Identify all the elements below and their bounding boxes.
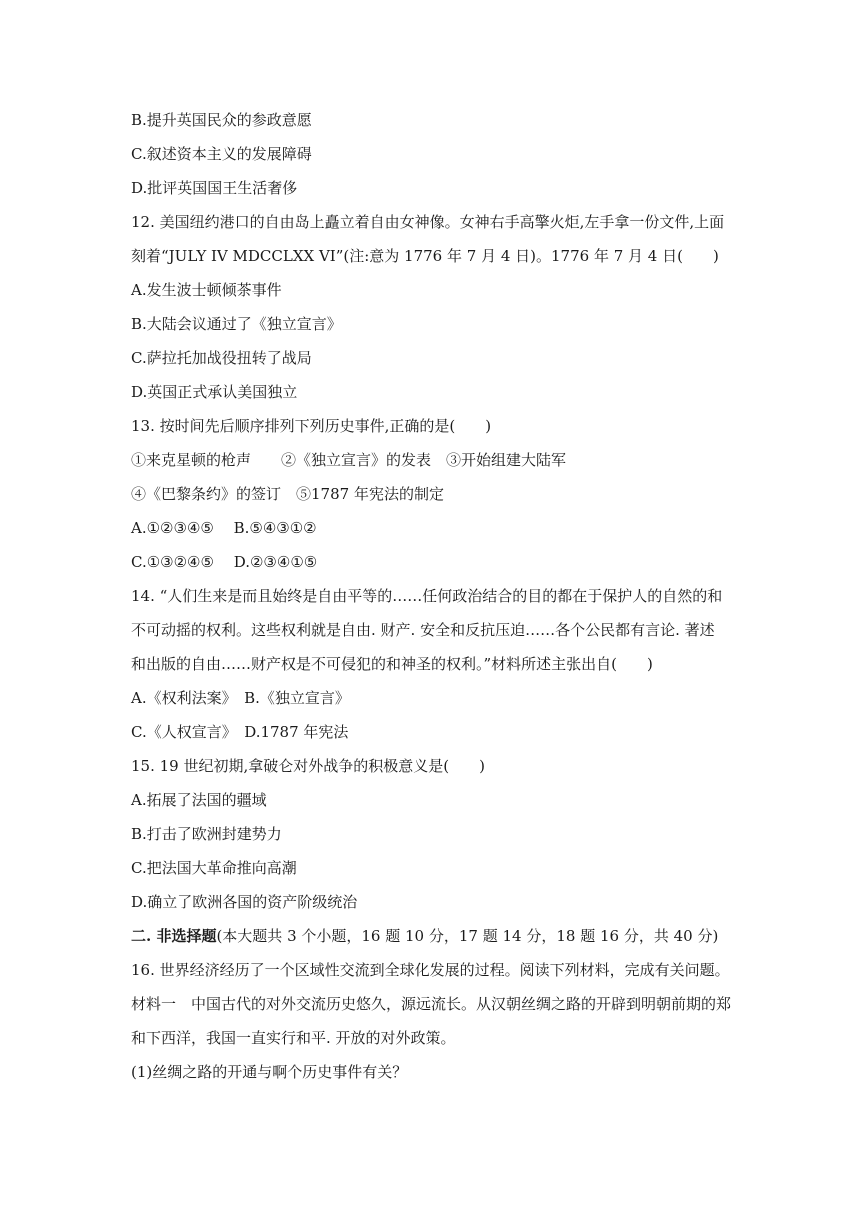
- q16-subquestion-1: (1)丝绸之路的开通与啊个历史事件有关？: [131, 1063, 408, 1081]
- q14-options-cd: C.《人权宣言》 D.1787 年宪法: [131, 723, 349, 741]
- q15-option-c: C.把法国大革命推向高潮: [131, 859, 297, 877]
- q16-material-line-2: 和下西洋，我国一直实行和平. 开放的对外政策。: [131, 1029, 456, 1047]
- q16-stem: 16. 世界经济经历了一个区域性交流到全球化发展的过程。阅读下列材料，完成有关问题。: [131, 961, 730, 979]
- q14-options-ab: A.《权利法案》 B.《独立宣言》: [131, 689, 350, 707]
- q11-option-b: B.提升英国民众的参政意愿: [131, 111, 312, 129]
- q12-stem-line-2: 刻着“JULY IV MDCCLXX VI”(注:意为 1776 年 7 月 4 日)。1776 年 7 月 4 日( ): [131, 247, 719, 265]
- section-2-heading: 二. 非选择题: [131, 927, 217, 945]
- q12-option-d: D.英国正式承认美国独立: [131, 383, 298, 401]
- q15-stem: 15. 19 世纪初期,拿破仑对外战争的积极意义是( ): [131, 757, 485, 775]
- q11-option-d: D.批评英国国王生活奢侈: [131, 179, 298, 197]
- q14-stem-line-2: 不可动摇的权利。这些权利就是自由. 财产. 安全和反抗压迫……各个公民都有言论. 著述: [131, 621, 715, 639]
- q11-option-c: C.叙述资本主义的发展障碍: [131, 145, 312, 163]
- q15-option-b: B.打击了欧洲封建势力: [131, 825, 282, 843]
- q12-option-c: C.萨拉托加战役扭转了战局: [131, 349, 312, 367]
- q13-stem: 13. 按时间先后顺序排列下列历史事件,正确的是( ): [131, 417, 492, 435]
- q12-stem-line-1: 12. 美国纽约港口的自由岛上矗立着自由女神像。女神右手高擎火炬,左手拿一份文件,上面: [131, 213, 725, 231]
- q13-items-line-2: ④《巴黎条约》的签订 ⑤1787 年宪法的制定: [131, 485, 444, 503]
- q15-option-a: A.拓展了法国的疆域: [131, 791, 267, 809]
- q16-material-line-1: 材料一 中国古代的对外交流历史悠久，源远流长。从汉朝丝绸之路的开辟到明朝前期的郑: [131, 995, 732, 1013]
- q14-stem-line-3: 和出版的自由……财产权是不可侵犯的和神圣的权利。”材料所述主张出自( ): [131, 655, 653, 673]
- q12-option-b: B.大陆会议通过了《独立宣言》: [131, 315, 342, 333]
- section-2-note: (本大题共 3 个小题，16 题 10 分，17 题 14 分，18 题 16 分，共 40 分): [216, 927, 719, 945]
- q12-option-a: A.发生波士顿倾茶事件: [131, 281, 282, 299]
- q14-stem-line-1: 14. “人们生来是而且始终是自由平等的……任何政治结合的目的都在于保护人的自然的和: [131, 587, 723, 605]
- q13-items-line-1: ①来克星顿的枪声 ②《独立宣言》的发表 ③开始组建大陆军: [131, 451, 567, 469]
- q13-options-cd: C.①③②④⑤ D.②③④①⑤: [131, 553, 318, 571]
- q15-option-d: D.确立了欧洲各国的资产阶级统治: [131, 893, 358, 911]
- q13-options-ab: A.①②③④⑤ B.⑤④③①②: [131, 519, 317, 537]
- section-2-header: [131, 926, 731, 946]
